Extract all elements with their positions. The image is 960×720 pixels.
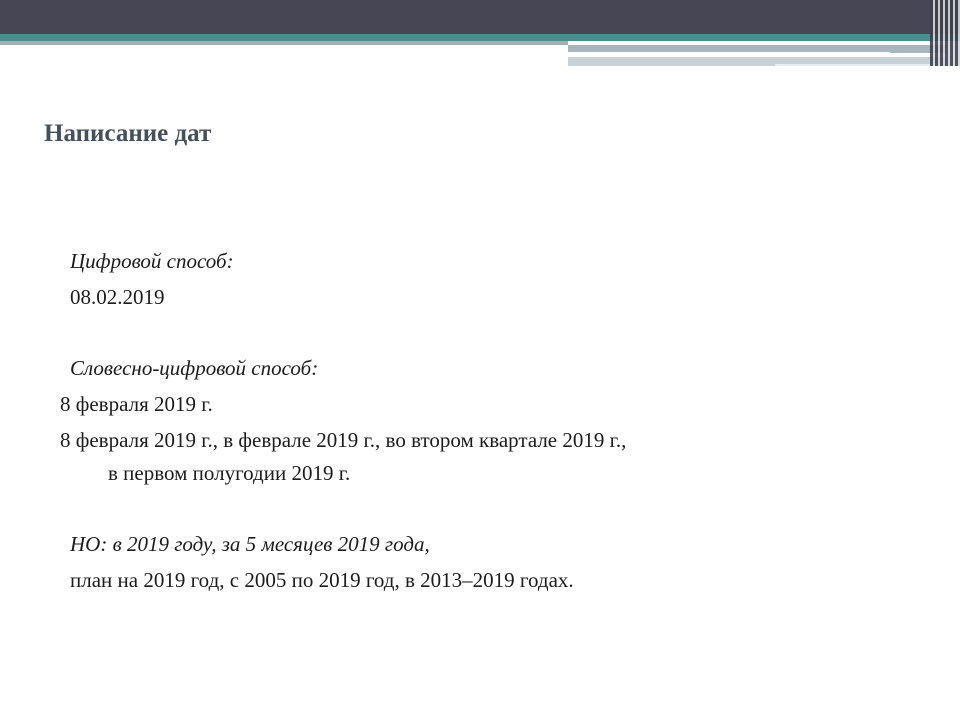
header-grey-stripe — [0, 41, 568, 45]
exception-note: НО: в 2019 году, за 5 месяцев 2019 года, — [70, 532, 430, 556]
header-accent-stripe — [0, 34, 960, 41]
header-band — [0, 0, 960, 34]
verbal-digital-example-2-continued: в первом полугодии 2019 г. — [108, 461, 351, 485]
slide-title: Написание дат — [44, 120, 212, 147]
header-vertical-lines — [930, 0, 960, 66]
digital-method-example: 08.02.2019 — [70, 285, 165, 309]
verbal-digital-example-1: 8 февраля 2019 г. — [60, 392, 213, 416]
header-bar-upper-highlight — [568, 52, 890, 54]
exception-examples: план на 2019 год, с 2005 по 2019 год, в 2013–2019 годах. — [70, 568, 574, 592]
digital-method-heading: Цифровой способ: — [70, 249, 234, 273]
verbal-digital-method-heading: Словесно-цифровой способ: — [70, 356, 319, 380]
verbal-digital-example-2: 8 февраля 2019 г., в феврале 2019 г., во втором квартале 2019 г., — [60, 428, 627, 452]
header-bar-lower-highlight — [775, 64, 943, 66]
